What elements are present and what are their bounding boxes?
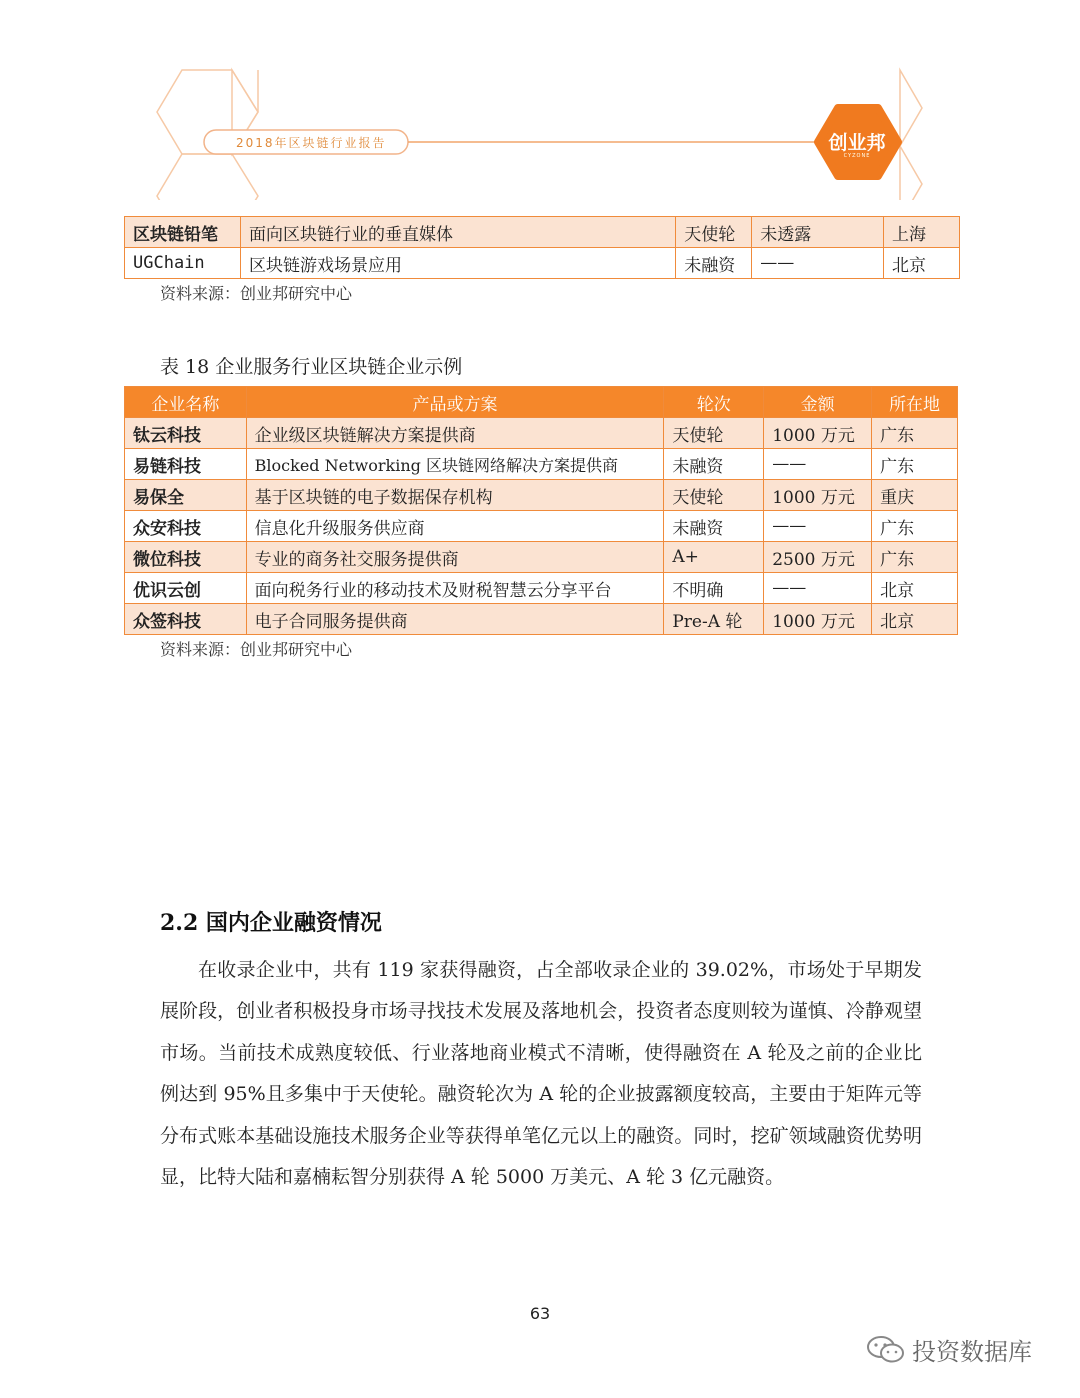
header-product: 产品或方案 [246,387,664,418]
company-name: 众签科技 [125,604,247,635]
header-amount: 金额 [764,387,872,418]
company-amount: 1000 万元 [764,604,872,635]
body-paragraph: 在收录企业中，共有 119 家获得融资，占全部收录企业的 39.02%，市场处于早期发展阶段，创业者积极投身市场寻找技术发展及落地机会，投资者态度则较为谨慎、冷静观望市场。当前技术成熟度较低、行业落地商业模式不清晰，使得融资在 A 轮及之前的企业比例达到 95%且多集中于天使轮。融资轮次为 A 轮的企业披露额度较高，主要由于矩阵元等分布式账本基础设施技术服务企业等获得单笔亿元以上的融资。同时，挖矿领域融资优势明显，比特大陆和嘉楠耘智分别获得 A 轮 5000 万美元、A 轮 3 亿元融资。 [160,959,922,1189]
company-amount: 1000 万元 [764,418,872,449]
wechat-icon [866,1334,906,1366]
header-round: 轮次 [664,387,764,418]
company-amount: —— [764,511,872,542]
table-row [125,248,960,279]
table-row [125,449,958,480]
company-round: 未融资 [676,248,752,279]
watermark [866,1332,1032,1367]
company-product: 企业级区块链解决方案提供商 [246,418,664,449]
table-header-row [125,387,958,418]
company-round: 天使轮 [664,480,764,511]
company-round: 未融资 [664,449,764,480]
table-row [125,542,958,573]
company-product: 专业的商务社交服务提供商 [246,542,664,573]
company-round: 不明确 [664,573,764,604]
header-company: 企业名称 [125,387,247,418]
section-heading: 2.2 国内企业融资情况 [160,910,382,936]
table-row [125,480,958,511]
company-location: 北京 [884,248,960,279]
company-amount: 2500 万元 [764,542,872,573]
company-round: A+ [664,542,764,573]
company-location: 北京 [872,604,958,635]
page-number: 63 [529,1304,551,1323]
company-location: 北京 [872,573,958,604]
table-source: 资料来源：创业邦研究中心 [160,284,353,303]
company-amount: 1000 万元 [764,480,872,511]
brand-logo-sub: CYZONE [843,153,871,159]
company-round: 天使轮 [664,418,764,449]
watermark-text: 投资数据库 [912,1338,1032,1366]
table-row [125,604,958,635]
company-name: 易保全 [125,480,247,511]
company-location: 重庆 [872,480,958,511]
company-location: 广东 [872,542,958,573]
table-caption: 表 18 企业服务行业区块链企业示例 [160,356,463,378]
table-row [125,573,958,604]
company-product: 电子合同服务提供商 [246,604,664,635]
table-source: 资料来源：创业邦研究中心 [160,640,353,659]
header-location: 所在地 [872,387,958,418]
table-18 [124,386,958,635]
company-location: 广东 [872,418,958,449]
company-product: 面向区块链行业的垂直媒体 [240,217,675,248]
company-round: 未融资 [664,511,764,542]
table-row [125,418,958,449]
company-amount: —— [764,449,872,480]
company-location: 上海 [884,217,960,248]
company-product: 基于区块链的电子数据保存机构 [246,480,664,511]
company-round: 天使轮 [676,217,752,248]
company-name: 钛云科技 [125,418,247,449]
brand-logo: 创业邦 [828,132,886,154]
company-name: 众安科技 [125,511,247,542]
company-product: 面向税务行业的移动技术及财税智慧云分享平台 [246,573,664,604]
header-decoration [0,0,1080,200]
table-continued [124,216,960,279]
company-name: UGChain [125,248,241,279]
company-amount: —— [764,573,872,604]
company-location: 广东 [872,511,958,542]
company-location: 广东 [872,449,958,480]
company-product: 信息化升级服务供应商 [246,511,664,542]
report-title: 2018年区块链行业报告 [236,136,387,150]
company-round: Pre-A 轮 [664,604,764,635]
company-name: 易链科技 [125,449,247,480]
company-name: 优识云创 [125,573,247,604]
company-name: 微位科技 [125,542,247,573]
company-amount: 未透露 [752,217,884,248]
company-amount: —— [752,248,884,279]
table-row [125,511,958,542]
company-product: 区块链游戏场景应用 [240,248,675,279]
company-name: 区块链铅笔 [125,217,241,248]
table-row [125,217,960,248]
company-product: Blocked Networking 区块链网络解决方案提供商 [246,449,664,480]
